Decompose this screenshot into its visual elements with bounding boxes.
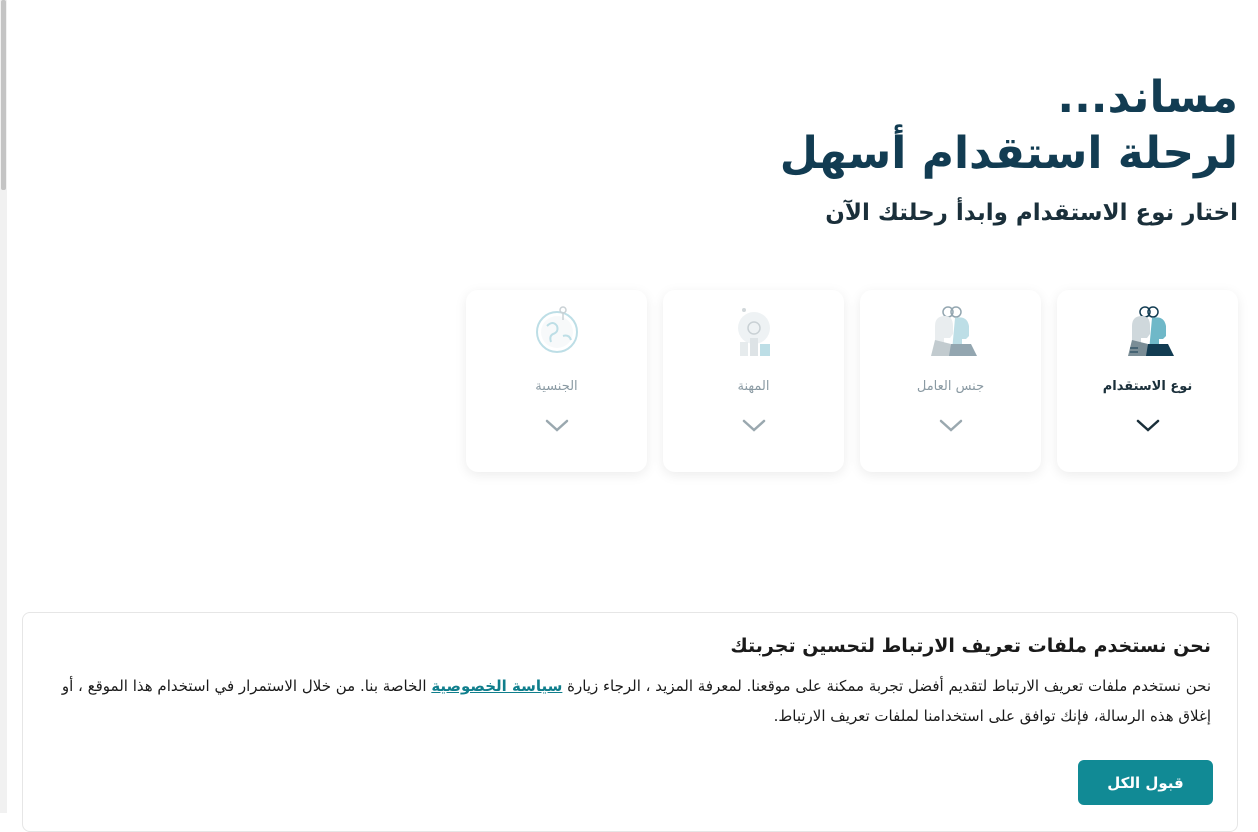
selection-cards — [458, 290, 1238, 475]
scrollbar-thumb[interactable] — [1, 0, 6, 190]
cookie-title: نحن نستخدم ملفات تعريف الارتباط لتحسين تجربتك — [730, 635, 1211, 657]
privacy-policy-link[interactable]: سياسة الخصوصية — [431, 677, 563, 695]
chevron-down-icon[interactable] — [860, 418, 1041, 434]
card-nationality[interactable] — [466, 290, 647, 472]
cookie-banner — [22, 612, 1238, 832]
card-recruitment-type[interactable] — [1057, 290, 1238, 472]
worker-gender-icon — [860, 300, 1041, 360]
cookie-text-part2: الخاصة بنا. من خلال الاستمرار في استخدام هذا الموقع ، أو إغلاق هذه الرسالة، فإنك توافق على استخدامنا لملفات تعريف الارتباط. — [61, 677, 1211, 725]
recruitment-type-icon — [1057, 300, 1238, 360]
chevron-down-icon[interactable] — [1057, 418, 1238, 434]
hero-section — [438, 70, 1238, 226]
cookie-text-part1: نحن نستخدم ملفات تعريف الارتباط لتقديم أفضل تجربة ممكنة على موقعنا. لمعرفة المزيد ، الرجاء زيارة — [562, 677, 1211, 695]
accept-all-button[interactable]: قبول الكل — [1078, 760, 1213, 805]
hero-subtitle: اختار نوع الاستقدام وابدأ رحلتك الآن — [825, 200, 1238, 226]
hero-title-line2: لرحلة استقدام أسهل — [779, 128, 1238, 179]
hero-title-line1: مساند... — [1057, 72, 1238, 123]
card-worker-gender[interactable] — [860, 290, 1041, 472]
page-scrollbar[interactable] — [0, 0, 7, 813]
chevron-down-icon[interactable] — [466, 418, 647, 434]
profession-icon — [663, 300, 844, 360]
card-profession[interactable] — [663, 290, 844, 472]
nationality-globe-icon — [466, 300, 647, 360]
cookie-text — [49, 671, 1211, 731]
card-label: المهنة — [737, 379, 770, 394]
hero-title — [438, 70, 1238, 182]
card-label: الجنسية — [535, 379, 578, 394]
card-label: جنس العامل — [916, 379, 985, 394]
card-label: نوع الاستقدام — [1102, 379, 1193, 394]
chevron-down-icon[interactable] — [663, 418, 844, 434]
